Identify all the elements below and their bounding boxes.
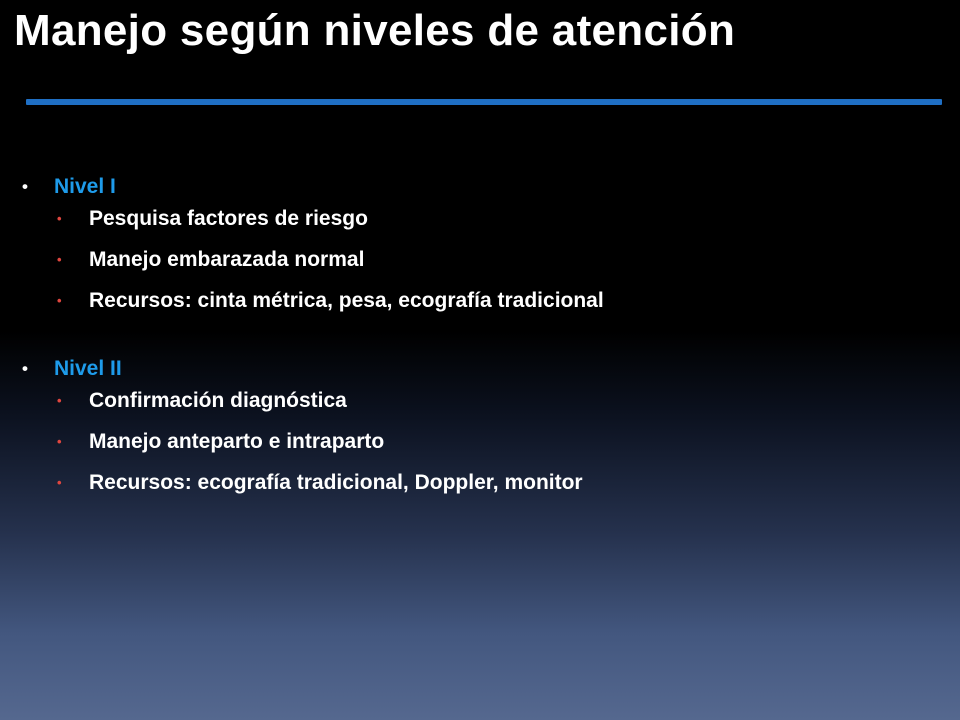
list-item bbox=[22, 206, 812, 232]
list-item-text: Recursos: cinta métrica, pesa, ecografía tradicional bbox=[89, 289, 604, 312]
list-item-text: Recursos: ecografía tradicional, Doppler, monitor bbox=[89, 471, 583, 494]
level-item-list bbox=[22, 206, 812, 314]
list-item bbox=[22, 288, 812, 314]
level-heading-text: Nivel I bbox=[54, 175, 116, 198]
bullet-icon: • bbox=[57, 393, 62, 408]
level-heading-text: Nivel II bbox=[54, 357, 122, 380]
level-section-2 bbox=[22, 352, 812, 496]
bullet-icon: • bbox=[22, 359, 28, 378]
bullet-icon: • bbox=[57, 475, 62, 490]
bullet-icon: • bbox=[57, 211, 62, 226]
list-item-text: Manejo anteparto e intraparto bbox=[89, 430, 385, 453]
level-heading bbox=[22, 170, 812, 204]
list-item-text: Pesquisa factores de riesgo bbox=[89, 207, 368, 230]
list-item bbox=[22, 429, 812, 455]
bullet-icon: • bbox=[22, 177, 28, 196]
slide-title: Manejo según niveles de atención bbox=[14, 6, 736, 55]
title-underline bbox=[26, 99, 942, 105]
bullet-icon: • bbox=[57, 252, 62, 267]
list-item bbox=[22, 470, 812, 496]
level-section-1 bbox=[22, 170, 812, 314]
list-item bbox=[22, 247, 812, 273]
list-item-text: Confirmación diagnóstica bbox=[89, 389, 347, 412]
slide-content bbox=[22, 170, 812, 511]
level-item-list bbox=[22, 388, 812, 496]
level-heading bbox=[22, 352, 812, 386]
list-item bbox=[22, 388, 812, 414]
bullet-icon: • bbox=[57, 434, 62, 449]
bullet-icon: • bbox=[57, 293, 62, 308]
list-item-text: Manejo embarazada normal bbox=[89, 248, 365, 271]
